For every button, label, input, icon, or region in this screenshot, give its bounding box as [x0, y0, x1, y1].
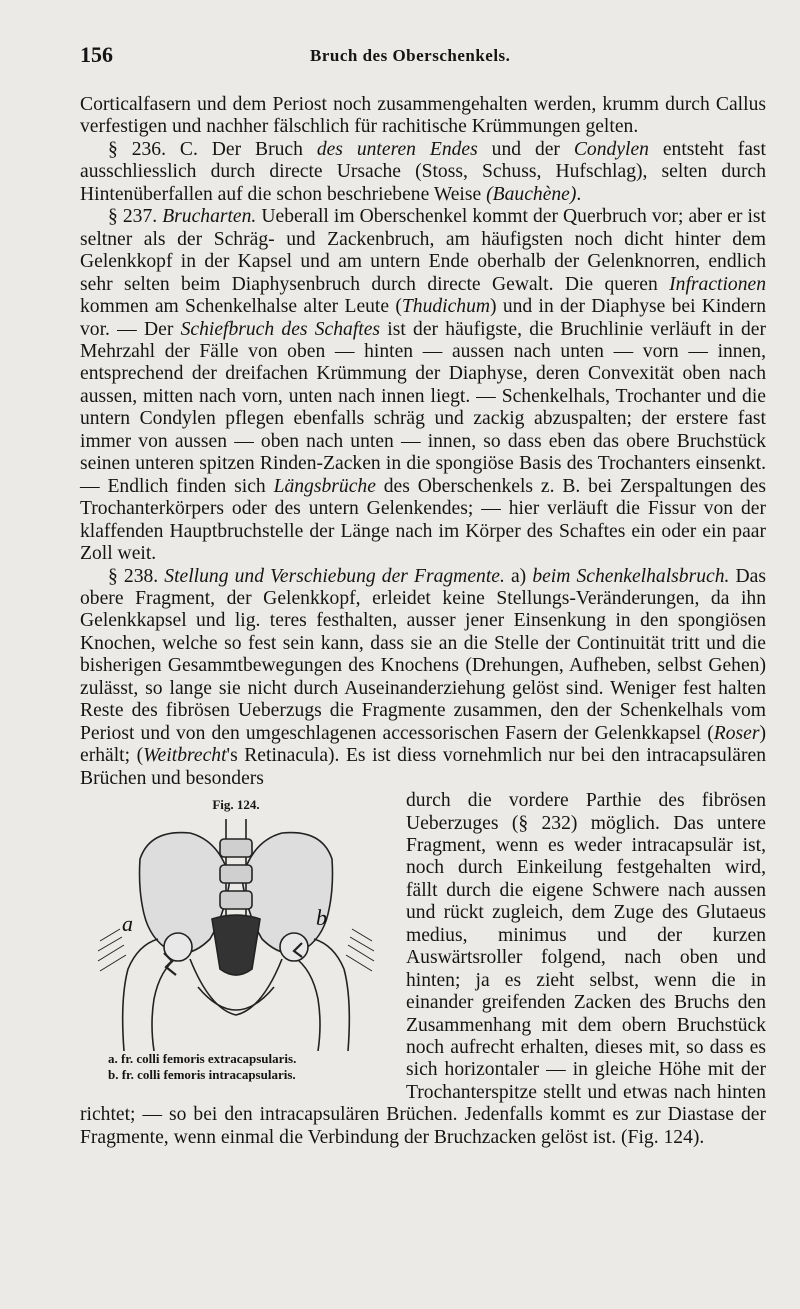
figure-124 — [80, 790, 392, 1090]
paragraph-238-continued: durch die vordere Parthie des fibrösen Ueberzuges (§ 232) möglich. Das untere Fragment, wenn es weder intracapsulär ist, noch durch Einkeilung festgehalten wird, fällt durch die eigene Schwere nach aussen und rückt zugleich, dem Zuge des Glutaeus medius, minimus und der kurzen Auswärtsroller folgend, nach oben und hinten; ja es zieht selbst, wenn die in einander greifenden Zacken des Bruchs den Zusammenhang mit dem obern Bruchstück noch aufrecht erhalten, dieses mit, so dass es sich horizontaler — in gleiche Höhe mit der Trochanterspitze stellt und etwas nach hinten richtet; — so bei den intracapsulären Brüchen. Jedenfalls kommt es zur Diastase der Fragmente, wenn einmal die Verbindung der Bruchzacken gelöst ist. (Fig. 124). — [80, 790, 766, 1148]
text-run: a) — [504, 565, 533, 587]
body-text — [80, 94, 766, 1149]
italic-run: Stellung und Verschiebung der Fragmente. — [164, 565, 505, 587]
text-run: Ueberall im Oberschenkel kommt der Querbruch vor; aber er ist seltner als der Schräg- und Zackenbruch, am häufigsten noch dicht hinter dem Gelenkkopf in der Kapsel und am untern Ende oberhalb der Gelenknorren, endlich sehr selten beim Diaphysenbruch durch directe Gewalt. Die queren — [80, 206, 766, 295]
page-number: 156 — [80, 42, 113, 67]
paragraph-237 — [80, 206, 766, 565]
paragraph-1: Corticalfasern und dem Periost noch zusammengehalten werden, krumm durch Callus verfestigen und nachher fälschlich für rachitische Krümmungen gelten. — [80, 94, 766, 138]
italic-run: Schiefbruch des Schaftes — [180, 318, 381, 340]
text-run: des Oberschenkels z. B. bei Zerspaltungen des Trochanterkörpers oder des untern Gelenkendes; — hier verläuft die Fissur von der klaffenden Hauptbruchstelle der Länge nach im Körper des Schaftes ein oder ein paar Zoll weit. — [80, 475, 767, 565]
text-run: und der — [477, 138, 574, 160]
figure-label-b: b — [316, 904, 327, 930]
italic-run: Längsbrüche — [273, 475, 376, 497]
italic-run: Brucharten. — [162, 206, 257, 228]
page-header — [80, 38, 766, 74]
text-run: ) erhält; ( — [80, 722, 766, 767]
caption-a: a. fr. colli femoris extracapsularis. — [108, 1050, 297, 1066]
text-run: entsteht fast ausschliesslich durch directe Ursache (Stoss, Schuss, Hufschlag), selten durch Hintenüberfallen auf die schon beschriebene Weise — [80, 138, 766, 205]
text-run: § 237. — [108, 206, 163, 228]
text-run: ist der häufigste, die Bruchlinie verläuft in der Mehrzahl der Fälle von oben — hinten — aussen nach unten — vorn — innen, entsprechend der dreifachen Krümmung der Diaphyse, deren Convexität oben nach aussen, mitten nach vorn, unten nach innen liegt. — Schenkelhals, Trochanter und die untern Condylen pflegen ebenfalls schräg und zackig abzuspalten; der erstere fast immer von aussen — oben nach unten — innen, so dass eben das obere Bruchstück seinen unteren spitzen Rinden-Zacken in die spongiöse Basis des Trochanters einsenkt. — Endlich finden sich — [80, 318, 766, 497]
text-run: 's Retinacula). Es ist diess vornehmlich nur bei den intracapsulären Brüchen und besonders — [80, 745, 766, 789]
paragraph-238 — [80, 566, 766, 791]
italic-run: Infractionen — [669, 273, 766, 295]
italic-run: Weitbrecht — [143, 745, 227, 767]
text-run: Das obere Fragment, der Gelenkkopf, erleidet keine Stellungs-Veränderungen, da ihn Gelenkkapsel und lig. teres festhalten, ausser jener Einsenkung in den spongiösen Knochen, welche so fest sein kann, dass sie an die Stelle der Continuität tritt und die bisherigen Gesammtbewegungen des Knochens (Drehungen, Aufheben, selbst Gehen) zulässt, so lange sie nicht durch Auseinanderziehung gelöst sind. Weniger fest halten Reste des fibrösen Ueberzugs die Fragmente zusammen, den der Schenkelhals vom Periost und von den umgeschlagenen accessorischen Fasern der Gelenkkapsel ( — [80, 565, 766, 744]
italic-run: beim Schenkelhalsbruch. — [532, 565, 730, 587]
text-run: § 238. — [108, 565, 165, 587]
text-run: ) und in der Diaphyse bei Kindern vor. — Der — [80, 296, 766, 340]
italic-run: Thudichum — [401, 296, 491, 318]
running-head: Bruch des Oberschenkels. — [310, 46, 511, 65]
italic-run: (Bauchène) — [486, 183, 577, 205]
italic-run: Condylen — [573, 138, 649, 160]
figure-caption — [108, 1051, 392, 1083]
figure-title: Fig. 124. — [212, 797, 260, 813]
italic-run: des unteren Endes — [316, 138, 478, 160]
text-run: . — [576, 183, 582, 205]
figure-label-a: a — [122, 910, 133, 936]
italic-run: Roser — [713, 722, 760, 744]
paragraph-236 — [80, 139, 766, 206]
caption-b: b. fr. colli femoris intracapsularis. — [108, 1066, 296, 1082]
text-run: kommen am Schenkelhalse alter Leute ( — [80, 296, 402, 318]
pelvis-illustration — [80, 819, 392, 1051]
text-run: § 236. C. Der Bruch — [108, 138, 317, 160]
